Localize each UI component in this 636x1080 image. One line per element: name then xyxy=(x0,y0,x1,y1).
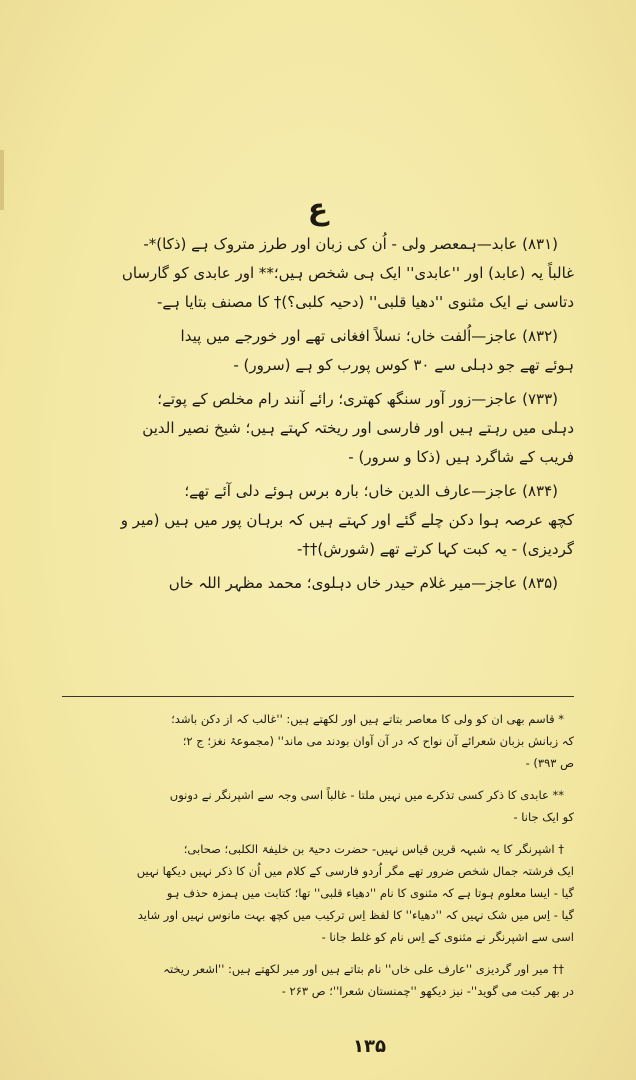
footnote-line: در بھر کبت می گوید''- نیز دیکھو ''چمنستان شعرا''؛ ص ۲۶۳ - xyxy=(281,984,574,998)
footnote-line: ص ۳۹۳) - xyxy=(525,756,574,770)
footnote-4 xyxy=(62,958,574,1002)
text-line: کچھ عرصہ ہوا دکن چلے گئے اور کہتے ہیں کہ برہان پور میں ہیں (میر و xyxy=(120,511,574,529)
footnote-line: اسی سے اشپرنگر نے مثنوی کے اِس نام کو غلط جانا - xyxy=(321,930,574,944)
text-line: دہلی میں رہتے ہیں اور فارسی اور ریختہ کہتے ہیں؛ شیخ نصیر الدین xyxy=(142,419,574,437)
footnote-line: ایک فرشتہ جمال شخص ضرور تھے مگر اُردو فارسی کے کلام میں اُن کا ذکر نہیں دیکھا نہیں xyxy=(136,864,574,878)
text-line: (۷۳۳) عاجز—زور آور سنگھ کھتری؛ رائے آنند رام مخلص کے پوتے؛ xyxy=(157,390,558,408)
footnotes xyxy=(62,708,574,1012)
text-line: غالباً یہ (عابد) اور ''عابدی'' ایک ہی شخص ہیں؛** اور عابدی کو گارساں xyxy=(121,264,574,282)
main-text xyxy=(62,230,574,603)
footnote-line: † اشپرنگر کا یہ شبہہ قرین قیاس نہیں- حضرت دحیۃ بن خلیفۃ الکلبی؛ صحابی؛ xyxy=(183,842,564,856)
footnote-line: کو ایک جانا - xyxy=(513,810,574,824)
entry-831 xyxy=(62,230,574,317)
footnote-line: †† میر اور گردیزی ''عارف علی خاں'' نام بتاتے ہیں اور میر لکھتے ہیں: ''اشعر ریختہ xyxy=(163,962,564,976)
footnote-2 xyxy=(62,784,574,828)
footnote-line: گیا - ایسا معلوم ہوتا ہے کہ مثنوی کا نام ''دھیاء قلبی'' تھا؛ کتابت میں ہمزہ حذف ہو xyxy=(166,886,574,900)
page-number: ۱۳۵ xyxy=(353,1036,386,1057)
footnote-line: کہ زبانش بزبان شعرائے آن نواح کہ در آن آوان بودند می ماند'' (مجموعۂ نغز؛ ج ۲؛ xyxy=(182,734,574,748)
footnote-line: گیا - اِس میں شک نہیں کہ ''دھیاء'' کا لفظ اِس ترکیب میں کچھ بہت مانوس نہیں اور شاید xyxy=(137,908,574,922)
text-line: گردیزی) - یہ کبت کہا کرتے تھے (شورش)††- xyxy=(296,540,574,558)
text-line: فریب کے شاگرد ہیں (ذکا و سرور) - xyxy=(348,448,574,466)
text-line: (۸۳۵) عاجز—میر غلام حیدر خاں دہلوی؛ محمد مظہر اللہ خاں xyxy=(168,574,558,592)
text-line: (۸۳۴) عاجز—عارف الدین خاں؛ بارہ برس ہوئے دلی آئے تھے؛ xyxy=(184,482,558,500)
entry-833 xyxy=(62,385,574,472)
text-line: دتاسی نے ایک مثنوی ''دھیا قلبی'' (دحیہ کلبی؟)† کا مصنف بتایا ہے- xyxy=(157,293,574,311)
section-letter: ع xyxy=(307,192,329,227)
footnote-3 xyxy=(62,838,574,948)
text-line: (۸۳۱) عابد—ہمعصر ولی - اُن کی زبان اور طرز متروک ہے (ذکا)*- xyxy=(143,235,558,253)
text-line: (۸۳۲) عاجز—اُلفت خاں؛ نسلاً افغانی تھے اور خورجے میں پیدا xyxy=(180,327,558,345)
entry-834 xyxy=(62,477,574,564)
entry-832 xyxy=(62,322,574,380)
text-line: ہوئے تھے جو دہلی سے ۳۰ کوس پورب کو ہے (سرور) - xyxy=(233,356,574,374)
footnote-line: ** عابدی کا ذکر کسی تذکرے میں نہیں ملتا - غالباً اسی وجہ سے اشپرنگر نے دونوں xyxy=(169,788,564,802)
footnote-line: * قاسم بھی ان کو ولی کا معاصر بتاتے ہیں اور لکھتے ہیں: ''غالب کہ از دکن باشد؛ xyxy=(171,712,564,726)
footnote-1 xyxy=(62,708,574,774)
footnote-divider xyxy=(62,696,574,697)
entry-835 xyxy=(62,569,574,598)
